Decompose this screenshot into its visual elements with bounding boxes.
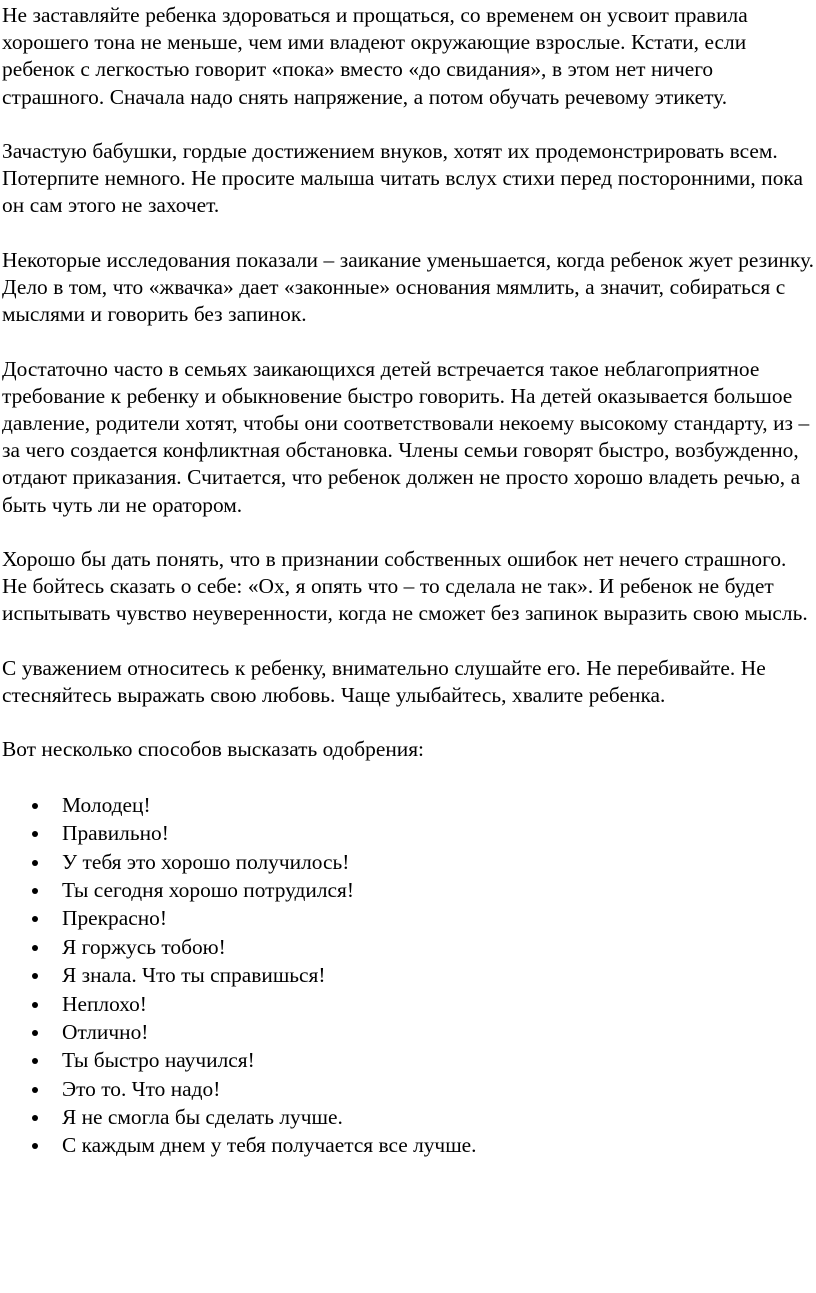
list-item	[2, 876, 816, 904]
bullet-icon	[32, 1087, 38, 1093]
bullet-icon	[32, 831, 38, 837]
bullet-icon	[32, 973, 38, 979]
bullet-icon	[32, 945, 38, 951]
bullet-icon	[32, 1058, 38, 1064]
paragraph-grandmothers: Зачастую бабушки, гордые достижением внуков, хотят их продемонстрировать всем. Потерпите немного. Не просите малыша читать вслух стихи перед посторонними, пока он сам этого не захочет.	[2, 139, 803, 218]
list-item	[2, 1046, 816, 1074]
bullet-icon	[32, 916, 38, 922]
list-item-text: Я знала. Что ты справишься!	[62, 963, 326, 988]
bullet-icon	[32, 888, 38, 894]
list-item-text: Молодец!	[62, 792, 151, 817]
list-item-text: У тебя это хорошо получилось!	[62, 849, 350, 874]
list-item-text: Правильно!	[62, 821, 169, 846]
list-item-text: Я горжусь тобою!	[62, 934, 226, 959]
list-item	[2, 1131, 816, 1159]
list-item	[2, 1018, 816, 1046]
approval-list	[2, 791, 816, 1160]
paragraph-respect: С уважением относитесь к ребенку, внимательно слушайте его. Не перебивайте. Не стесняйтесь выражать свою любовь. Чаще улыбайтесь, хвалите ребенка.	[2, 655, 766, 707]
paragraph-admitting-mistakes: Хорошо бы дать понять, что в признании собственных ошибок нет нечего страшного. Не бойтесь сказать о себе: «Ох, я опять что – то сделала не так». И ребенок не будет испытывать чувство неуверенности, когда не сможет без запинок выразить свою мысль.	[2, 547, 808, 626]
list-item-text: Ты быстро научился!	[62, 1048, 255, 1073]
list-item	[2, 961, 816, 989]
list-item-text: Отлично!	[62, 1019, 149, 1044]
paragraph-family-pressure: Достаточно часто в семьях заикающихся детей встречается такое неблагоприятное требование к ребенку и обыкновение быстро говорить. На детей оказывается большое давление, родители хотят, чтобы они соответствовали некоему высокому стандарту, из – за чего создается конфликтная обстановка. Члены семьи говорят быстро, возбужденно, отдают приказания. Считается, что ребенок должен не просто хорошо владеть речью, а быть чуть ли не оратором.	[2, 356, 810, 517]
bullet-icon	[32, 1030, 38, 1036]
list-item-text: Я не смогла бы сделать лучше.	[62, 1105, 343, 1130]
list-item	[2, 819, 816, 847]
list-item	[2, 1075, 816, 1103]
list-item	[2, 791, 816, 819]
list-item-text: Это то. Что надо!	[62, 1076, 221, 1101]
list-item-text: Неплохо!	[62, 991, 147, 1016]
list-intro: Вот несколько способов высказать одобрения:	[2, 737, 425, 762]
paragraph-greetings: Не заставляйте ребенка здороваться и прощаться, со временем он усвоит правила хорошего тона не меньше, чем ими владеют окружающие взрослые. Кстати, если ребенок с легкостью говорит «пока» вместо «до свидания», в этом нет ничего страшного. Сначала надо снять напряжение, а потом обучать речевому этикету.	[2, 3, 748, 109]
bullet-icon	[32, 1143, 38, 1149]
list-item-text: Ты сегодня хорошо потрудился!	[62, 877, 354, 902]
list-item	[2, 848, 816, 876]
bullet-icon	[32, 1115, 38, 1121]
bullet-icon	[32, 803, 38, 809]
list-item	[2, 990, 816, 1018]
list-item	[2, 1103, 816, 1131]
list-item-text: Прекрасно!	[62, 906, 167, 931]
paragraph-chewing-gum: Некоторые исследования показали – заикание уменьшается, когда ребенок жует резинку. Дело в том, что «жвачка» дает «законные» основания мямлить, а значит, собираться с мыслями и говорить без запинок.	[2, 247, 814, 327]
list-item	[2, 933, 816, 961]
list-item-text: С каждым днем у тебя получается все лучше.	[62, 1133, 477, 1158]
bullet-icon	[32, 1002, 38, 1008]
bullet-icon	[32, 860, 38, 866]
list-item	[2, 904, 816, 932]
